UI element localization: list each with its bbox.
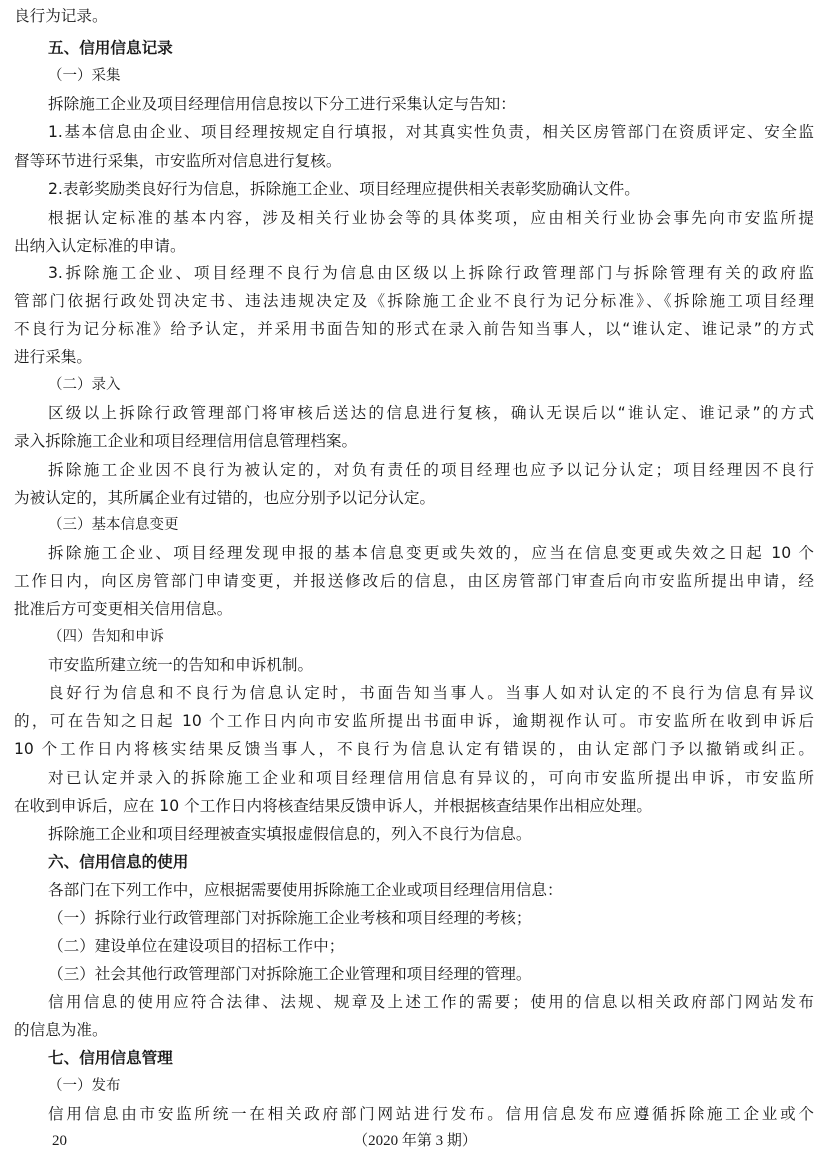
body-text-line: 对已认定并录入的拆除施工企业和项目经理信用信息有异议的，可向市安监所提出申诉，市安监所 <box>48 769 814 787</box>
body-text-line: 10 个工作日内将核实结果反馈当事人，不良行为信息认定有错误的，由认定部门予以撤销或纠正。 <box>14 740 814 758</box>
list-item: （三）社会其他行政管理部门对拆除施工企业管理和项目经理的管理。 <box>48 965 532 983</box>
body-text-line: 在收到申诉后，应在 10 个工作日内将核查结果反馈申诉人，并根据核查结果作出相应处理。 <box>14 797 652 815</box>
body-text-line: 拆除施工企业、项目经理发现申报的基本信息变更或失效的，应当在信息变更或失效之日起 10 个 <box>48 544 814 562</box>
section-heading-5: 五、信用信息记录 <box>48 39 173 57</box>
body-text-line: 督等环节进行采集，市安监所对信息进行复核。 <box>14 152 342 170</box>
issue-label: （2020 年第 3 期） <box>353 1133 477 1149</box>
body-text-line: 为被认定的，其所属企业有过错的，也应分别予以记分认定。 <box>14 489 436 507</box>
body-text-line: 根据认定标准的基本内容，涉及相关行业协会等的具体奖项，应由相关行业协会事先向市安监所提 <box>48 209 814 227</box>
body-text-line: 1.基本信息由企业、项目经理按规定自行填报，对其真实性负责，相关区房管部门在资质评定、安全监 <box>48 123 814 141</box>
body-text-line: 批准后方可变更相关信用信息。 <box>14 600 233 618</box>
body-text-line: 工作日内，向区房管部门申请变更，并报送修改后的信息，由区房管部门审查后向市安监所提出申请，经 <box>14 572 814 590</box>
body-text-line: 各部门在下列工作中，应根据需要使用拆除施工企业或项目经理信用信息： <box>48 881 563 899</box>
subsection-heading: （一）发布 <box>48 1078 121 1094</box>
body-text-line: 的，可在告知之日起 10 个工作日内向市安监所提出书面申诉，逾期视作认可。市安监所在收到申诉后 <box>14 712 814 730</box>
body-text-line: 2.表彰奖励类良好行为信息，拆除施工企业、项目经理应提供相关表彰奖励确认文件。 <box>48 180 640 198</box>
subsection-heading: （三）基本信息变更 <box>48 517 179 533</box>
body-text-line: 管部门依据行政处罚决定书、违法违规决定及《拆除施工企业不良行为记分标准》、《拆除施工项目经理 <box>14 292 814 310</box>
body-text-line: 拆除施工企业及项目经理信用信息按以下分工进行采集认定与告知： <box>48 95 516 113</box>
section-heading-7: 七、信用信息管理 <box>48 1049 173 1067</box>
body-text-line: 的信息为准。 <box>14 1021 108 1039</box>
subsection-heading: （一）采集 <box>48 68 121 84</box>
body-text-line: 市安监所建立统一的告知和申诉机制。 <box>48 656 314 674</box>
page-number: 20 <box>52 1133 67 1149</box>
list-item: （一）拆除行业行政管理部门对拆除施工企业考核和项目经理的考核； <box>48 909 532 927</box>
body-text-line: 3.拆除施工企业、项目经理不良行为信息由区级以上拆除行政管理部门与拆除管理有关的政府监 <box>48 264 814 282</box>
body-text-line: 区级以上拆除行政管理部门将审核后送达的信息进行复核，确认无误后以“谁认定、谁记录”的方式 <box>48 404 814 422</box>
section-heading-6: 六、信用信息的使用 <box>48 853 189 871</box>
list-item: （二）建设单位在建设项目的招标工作中； <box>48 937 345 955</box>
body-text-line: 拆除施工企业因不良行为被认定的，对负有责任的项目经理也应予以记分认定；项目经理因不良行 <box>48 461 814 479</box>
body-text-line: 出纳入认定标准的申请。 <box>14 237 186 255</box>
body-text-line: 良行为记录。 <box>14 7 108 25</box>
subsection-heading: （四）告知和申诉 <box>48 629 164 645</box>
body-text-line: 良好行为信息和不良行为信息认定时，书面告知当事人。当事人如对认定的不良行为信息有异议 <box>48 684 814 702</box>
body-text-line: 不良行为记分标准》给予认定，并采用书面告知的形式在录入前告知当事人，以“谁认定、谁记录”的方式 <box>14 320 814 338</box>
body-text-line: 录入拆除施工企业和项目经理信用信息管理档案。 <box>14 432 358 450</box>
body-text-line: 进行采集。 <box>14 348 92 366</box>
body-text-line: 拆除施工企业和项目经理被查实填报虚假信息的，列入不良行为信息。 <box>48 825 532 843</box>
subsection-heading: （二）录入 <box>48 377 121 393</box>
body-text-line: 信用信息的使用应符合法律、法规、规章及上述工作的需要；使用的信息以相关政府部门网站发布 <box>48 993 814 1011</box>
body-text-line: 信用信息由市安监所统一在相关政府部门网站进行发布。信用信息发布应遵循拆除施工企业或个 <box>48 1105 814 1123</box>
